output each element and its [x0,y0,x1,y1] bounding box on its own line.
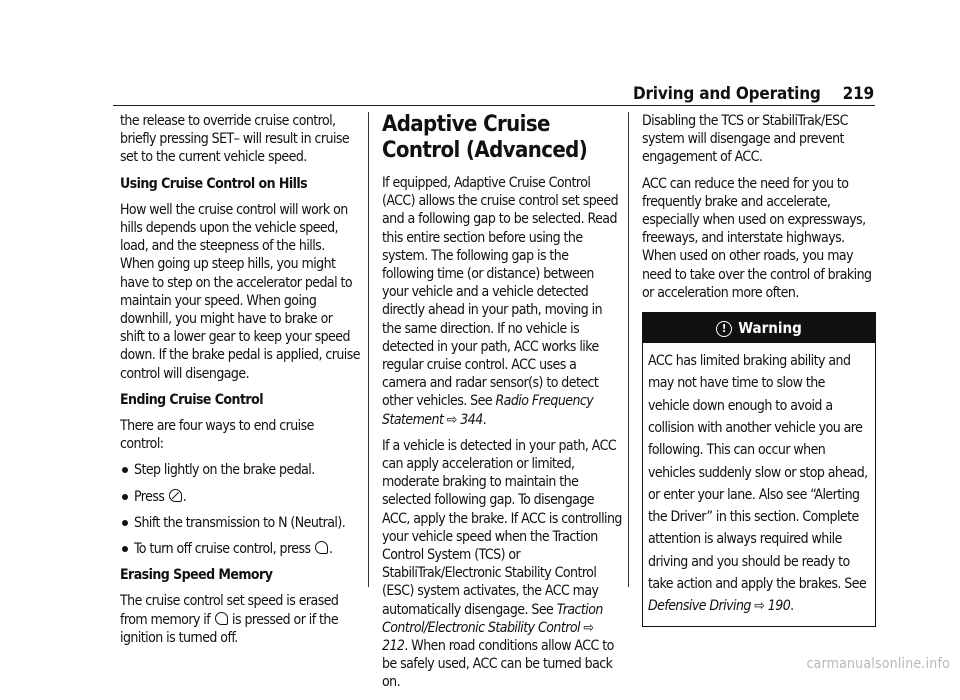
cruise-control-icon [215,612,228,625]
defensive-driving-link[interactable]: Defensive Driving [648,598,751,615]
warning-icon: ! [716,321,732,337]
page-ref[interactable]: 344 [460,411,483,428]
acc-paragraph-1: If equipped, Adaptive Cruise Control (ACC) allows the cruise control set speed and a following gap to be selected. Read this entire section before using the system. The following gap is the following time (or distance) between your vehicle and a vehicle detected directly ahead in your path, moving in the same direction. If no vehicle is detected in your path, ACC works like regular cruise control. ACC uses a camera and radar sensor(s) to detect other vehicles. See Radio Frequency Statement ⇨ 344. [382,175,619,428]
cancel-icon [169,489,182,502]
warning-header: ! Warning [643,313,875,343]
watermark: carmanualsonline.info [806,656,950,672]
ref-arrow-icon: ⇨ [446,411,457,428]
header-rule [113,105,875,106]
running-header [633,84,874,104]
page-ref[interactable]: 190 [767,598,791,615]
erase-heading: Erasing Speed Memory [120,567,273,584]
warning-box [642,312,876,627]
column-1 [120,112,360,655]
acc-paragraph-2: If a vehicle is detected in your path, ACC can apply acceleration or limited, moderate braking to maintain the selected following gap. To disengage ACC, apply the brake. If ACC is controlling your vehicle speed when the Traction Control System (TCS) or StabiliTrak/Electronic Stability Control (ESC) system activates, the ACC may automatically disengage. See Traction Control/Electronic Stability Control ⇨ 212. When road conditions allow ACC to be safely used, ACC can be turned back on. [382,437,622,691]
acc-usage-paragraph: ACC can reduce the need for you to frequently brake and accelerate, especially when used on expressways, freeways, and interstate highways. When used on other roads, you may need to take over the control of braking or acceleration more often. [642,175,872,301]
radio-frequency-link[interactable]: Radio Frequency Statement [382,393,594,428]
traction-control-link[interactable]: Traction Control/Electronic Stability Control [382,601,603,636]
hills-paragraph: How well the cruise control will work on hills depends upon the vehicle speed, load, and the steepness of the hills. When going up steep hills, you might have to step on the accelerator pedal to maintain your speed. When going downhill, you might have to brake or shift to a lower gear to keep your speed down. If the brake pedal is applied, cruise control will disengage. [120,201,360,382]
column-2 [382,112,622,700]
column-3 [642,112,878,627]
section-title-acc: Adaptive Cruise Control (Advanced) [382,112,588,163]
list-item: Shift the transmission to N (Neutral). [120,514,360,532]
list-item: Step lightly on the brake pedal. [120,461,360,479]
ending-heading: Ending Cruise Control [120,391,263,408]
ending-intro: There are four ways to end cruise control: [120,418,314,453]
intro-paragraph: the release to override cruise control, briefly pressing SET– will result in cruise set to the current vehicle speed. [120,113,350,166]
ref-arrow-icon: ⇨ [583,619,594,636]
warning-body: ACC has limited braking ability and may not have time to slow the vehicle down enough to avoid a collision with another vehicle you are following. This can occur when vehicles suddenly slow or stop ahead, or enter your lane. Also see “Alerting the Driver” in this section. Complete attention is always required while driving and you should be ready to take action and apply the brakes. See Defensive Driving ⇨ 190. [648,353,868,615]
erase-paragraph: The cruise control set speed is erased from memory if is pressed or if the ignition is turned off. [120,593,339,646]
column-divider-1 [368,112,369,587]
list-item: To turn off cruise control, press . [120,540,360,558]
column-divider-2 [628,112,629,587]
hills-heading: Using Cruise Control on Hills [120,175,308,192]
cruise-control-icon [315,541,328,554]
tcs-paragraph: Disabling the TCS or StabiliTrak/ESC system will disengage and prevent engagement of ACC. [642,113,848,166]
ref-arrow-icon: ⇨ [754,598,765,615]
page-number: 219 [842,84,874,104]
list-item: Press . [120,488,360,506]
ending-list [120,461,360,558]
page-ref[interactable]: 212 [382,638,405,655]
section-title: Driving and Operating [632,84,821,104]
